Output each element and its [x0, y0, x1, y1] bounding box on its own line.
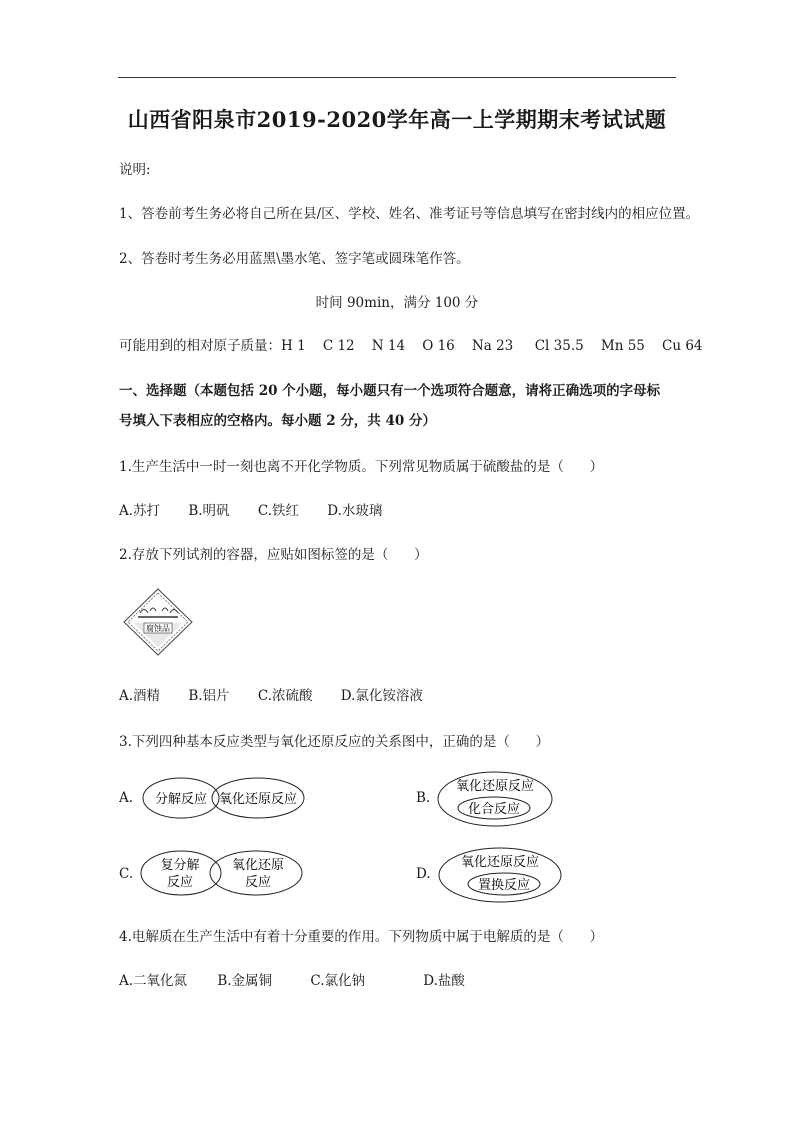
q2-options	[119, 684, 447, 704]
q2-option-b[interactable]: B.铝片	[188, 688, 230, 704]
q1-option-c[interactable]: C.铁红	[257, 503, 299, 519]
q3-a-left-text: 分解反应	[154, 792, 208, 807]
q1-stem: 1.生产生活中一时一刻也离不开化学物质。下列常见物质属于硫酸盐的是（ ）	[119, 459, 604, 475]
q3-option-d-letter[interactable]: D.	[416, 866, 431, 882]
note-item-1: 1、答卷前考生务必将自己所在县/区、学校、姓名、准考证号等信息填写在密封线内的相应位置。	[119, 206, 700, 222]
q2-option-c[interactable]: C.浓硫酸	[257, 688, 313, 704]
q3-option-a-letter[interactable]: A.	[119, 790, 134, 806]
q1-option-d[interactable]: D.水玻璃	[327, 503, 383, 519]
q3-diagram-a	[138, 773, 338, 823]
q4-option-d[interactable]: D.盐酸	[423, 973, 465, 989]
q1-option-a[interactable]: A.苏打	[119, 503, 161, 519]
q3-b-inner-text: 化合反应	[467, 802, 521, 817]
q4-option-b[interactable]: B.金属铜	[217, 973, 273, 989]
q3-a-right-text: 氧化还原反应	[218, 792, 298, 807]
q3-c-left-text-1: 复分解	[160, 858, 200, 873]
q3-d-outer-text: 氧化还原反应	[460, 855, 540, 870]
q4-option-a[interactable]: A.二氧化氮	[119, 973, 188, 989]
q2-stem: 2.存放下列试剂的容器，应贴如图标签的是（ ）	[119, 547, 428, 563]
q3-b-outer-text: 氧化还原反应	[455, 779, 535, 794]
q3-option-b-letter[interactable]: B.	[416, 790, 431, 806]
q3-d-inner-text: 置换反应	[477, 878, 531, 893]
q3-diagram-b	[434, 768, 558, 830]
q4-option-c[interactable]: C.氯化钠	[310, 973, 365, 989]
q2-option-d[interactable]: D.氯化铵溶液	[340, 688, 423, 704]
corrosive-label-icon	[122, 587, 194, 657]
header-rule	[118, 77, 676, 78]
q4-options	[119, 969, 489, 989]
corrosive-label-text: 腐蚀品	[146, 624, 170, 633]
q3-diagram-c	[138, 847, 308, 899]
exam-time: 时间 90min，满分 100 分	[315, 295, 479, 311]
q3-stem: 3.下列四种基本反应类型与氧化还原反应的关系图中，正确的是（ ）	[119, 734, 550, 750]
atomic-masses: 可能用到的相对原子质量：H 1 C 12 N 14 O 16 Na 23 Cl 35.5 Mn 55 Cu 64	[119, 338, 703, 354]
q3-c-right-text-2: 反应	[244, 875, 272, 890]
q1-options	[119, 499, 406, 519]
section-heading-line1: 一、选择题（本题包括 20 个小题，每小题只有一个选项符合题意，请将正确选项的字母标	[119, 383, 661, 399]
section-heading-line2: 号填入下表相应的空格内。每小题 2 分，共 40 分）	[119, 413, 436, 429]
q3-diagram-d	[434, 844, 568, 906]
q3-c-right-text-1: 氧化还原	[231, 858, 285, 873]
notes-heading: 说明:	[119, 162, 151, 178]
q1-option-b[interactable]: B.明矾	[188, 503, 230, 519]
q4-stem: 4.电解质在生产生活中有着十分重要的作用。下列物质中属于电解质的是（ ）	[119, 929, 604, 945]
note-item-2: 2、答卷时考生务必用蓝黑\墨水笔、签字笔或圆珠笔作答。	[119, 251, 470, 267]
q2-option-a[interactable]: A.酒精	[119, 688, 161, 704]
page-title: 山西省阳泉市2019-2020学年高一上学期期末考试试题	[127, 107, 667, 132]
q3-option-c-letter[interactable]: C.	[119, 866, 134, 882]
q3-c-left-text-2: 反应	[166, 875, 194, 890]
